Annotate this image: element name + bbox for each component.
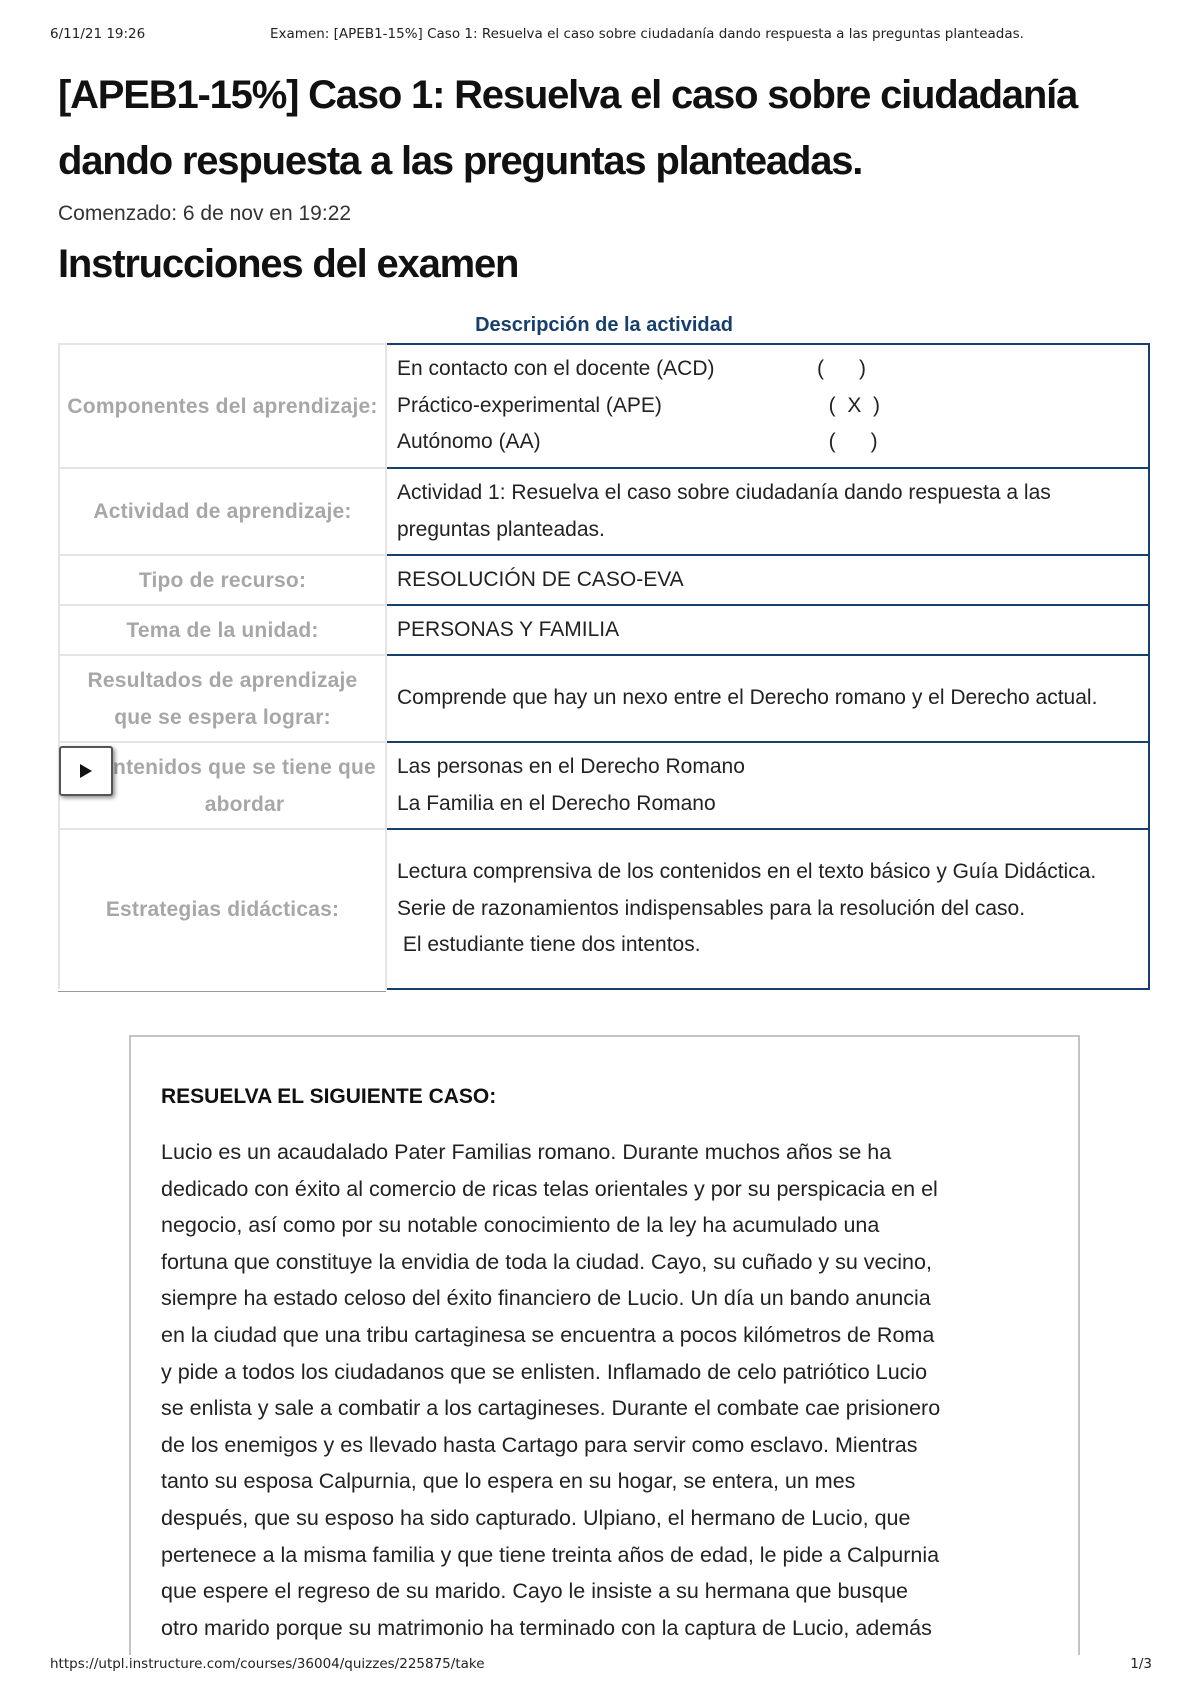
- row-value: PERSONAS Y FAMILIA: [386, 605, 1149, 655]
- components-cell: [386, 344, 1149, 468]
- exam-instructions-heading: Instrucciones del examen: [58, 242, 519, 286]
- case-line: negocio, así como por su notable conocimiento de la ley ha acumulado una: [161, 1213, 880, 1238]
- strategy-line: Lectura comprensiva de los contenidos en el texto básico y Guía Didáctica.: [397, 860, 1097, 884]
- page-number: 1/3: [1130, 1656, 1152, 1672]
- print-footer: [0, 1656, 1200, 1676]
- case-line: que espere el regreso de su marido. Cayo le insiste a su hermana que busque: [161, 1579, 908, 1604]
- row-label: Actividad de aprendizaje:: [59, 468, 386, 555]
- case-line: en la ciudad que una tribu cartaginesa se encuentra a pocos kilómetros de Roma: [161, 1322, 935, 1347]
- case-line: Lucio es un acaudalado Pater Familias romano. Durante muchos años se ha: [161, 1140, 892, 1164]
- strategy-line: Serie de razonamientos indispensables para la resolución del caso.: [397, 896, 1026, 920]
- strategy-line: El estudiante tiene dos intentos.: [397, 933, 701, 957]
- quiz-started-time: Comenzado: 6 de nov en 19:22: [58, 202, 352, 225]
- component-name: Autónomo (AA): [397, 430, 541, 454]
- row-label: Componentes del aprendizaje:: [59, 344, 386, 468]
- page-title: [APEB1-15%] Caso 1: Resuelva el caso sobre ciudadanía dando respuesta a las preguntas planteadas.: [58, 73, 1078, 183]
- row-value: Actividad 1: Resuelva el caso sobre ciudadanía dando respuesta a las preguntas planteadas.: [386, 468, 1149, 555]
- case-line: otro marido porque su matrimonio ha terminado con la captura de Lucio, además: [161, 1615, 932, 1640]
- play-button[interactable]: [59, 746, 113, 796]
- case-heading: RESUELVA EL SIGUIENTE CASO:: [161, 1085, 497, 1108]
- case-line: dedicado con éxito al comercio de ricas telas orientales y por su perspicacia en el: [161, 1176, 938, 1201]
- print-date: 6/11/21 19:26: [50, 26, 146, 42]
- case-line: pertenece a la misma familia y que tiene treinta años de edad, le pide a Calpurnia: [161, 1542, 940, 1567]
- case-line: tanto su esposa Calpurnia, que lo espera en su hogar, se entera, un mes: [161, 1469, 856, 1494]
- row-label: Estrategias didácticas:: [59, 829, 386, 989]
- row-label: Tema de la unidad:: [59, 605, 386, 655]
- table-row: [59, 555, 1149, 605]
- component-name: Práctico-experimental (APE): [397, 393, 662, 417]
- row-value: RESOLUCIÓN DE CASO-EVA: [386, 555, 1149, 605]
- content-line: La Familia en el Derecho Romano: [397, 791, 716, 815]
- content-line: Las personas en el Derecho Romano: [397, 755, 745, 778]
- case-line: fortuna que constituye la envidia de toda la ciudad. Cayo, su cuñado y su vecino,: [161, 1249, 932, 1274]
- play-icon: [80, 764, 92, 778]
- row-label: ntenidos que se tiene que abordar: [59, 742, 386, 829]
- activity-description-table: [58, 343, 1150, 990]
- row-value: [386, 829, 1149, 989]
- print-title: Examen: [APEB1-15%] Caso 1: Resuelva el caso sobre ciudadanía dando respuesta a las preguntas planteadas.: [270, 26, 1024, 42]
- component-name: En contacto con el docente (ACD): [397, 357, 715, 381]
- table-row: [59, 655, 1149, 742]
- case-line: después, que su esposo ha sido capturado. Ulpiano, el hermano de Lucio, que: [161, 1505, 911, 1530]
- table-row: [59, 605, 1149, 655]
- component-aa: [397, 424, 1138, 461]
- case-line: se enlista y sale a combatir a los cartagineses. Durante el combate cae prisionero: [161, 1396, 941, 1421]
- row-label: Tipo de recurso:: [59, 555, 386, 605]
- table-row: [59, 829, 1149, 989]
- table-row: [59, 742, 1149, 829]
- case-line: de los enemigos y es llevado hasta Cartago para servir como esclavo. Mientras: [161, 1432, 918, 1457]
- print-header: [0, 26, 1200, 46]
- activity-description-caption: Descripción de la actividad: [475, 314, 733, 336]
- case-text: [161, 1134, 1061, 1646]
- row-value: Comprende que hay un nexo entre el Derecho romano y el Derecho actual.: [386, 655, 1149, 742]
- component-mark: ( ): [817, 430, 878, 454]
- component-mark: ( X ): [817, 393, 880, 417]
- row-label: Resultados de aprendizaje que se espera lograr:: [59, 655, 386, 742]
- component-ape: [397, 388, 1138, 425]
- table-row: [59, 344, 1149, 468]
- case-line: y pide a todos los ciudadanos que se enlisten. Inflamado de celo patriótico Lucio: [161, 1359, 928, 1384]
- table-row: [59, 468, 1149, 555]
- case-box: [129, 1035, 1080, 1655]
- table-bottom-rule: [58, 991, 386, 992]
- row-value: [386, 742, 1149, 829]
- page-url: https://utpl.instructure.com/courses/36004/quizzes/225875/take: [50, 1656, 485, 1672]
- component-mark: ( ): [817, 357, 866, 381]
- case-line: siempre ha estado celoso del éxito financiero de Lucio. Un día un bando anuncia: [161, 1286, 931, 1311]
- component-acd: [397, 351, 1138, 388]
